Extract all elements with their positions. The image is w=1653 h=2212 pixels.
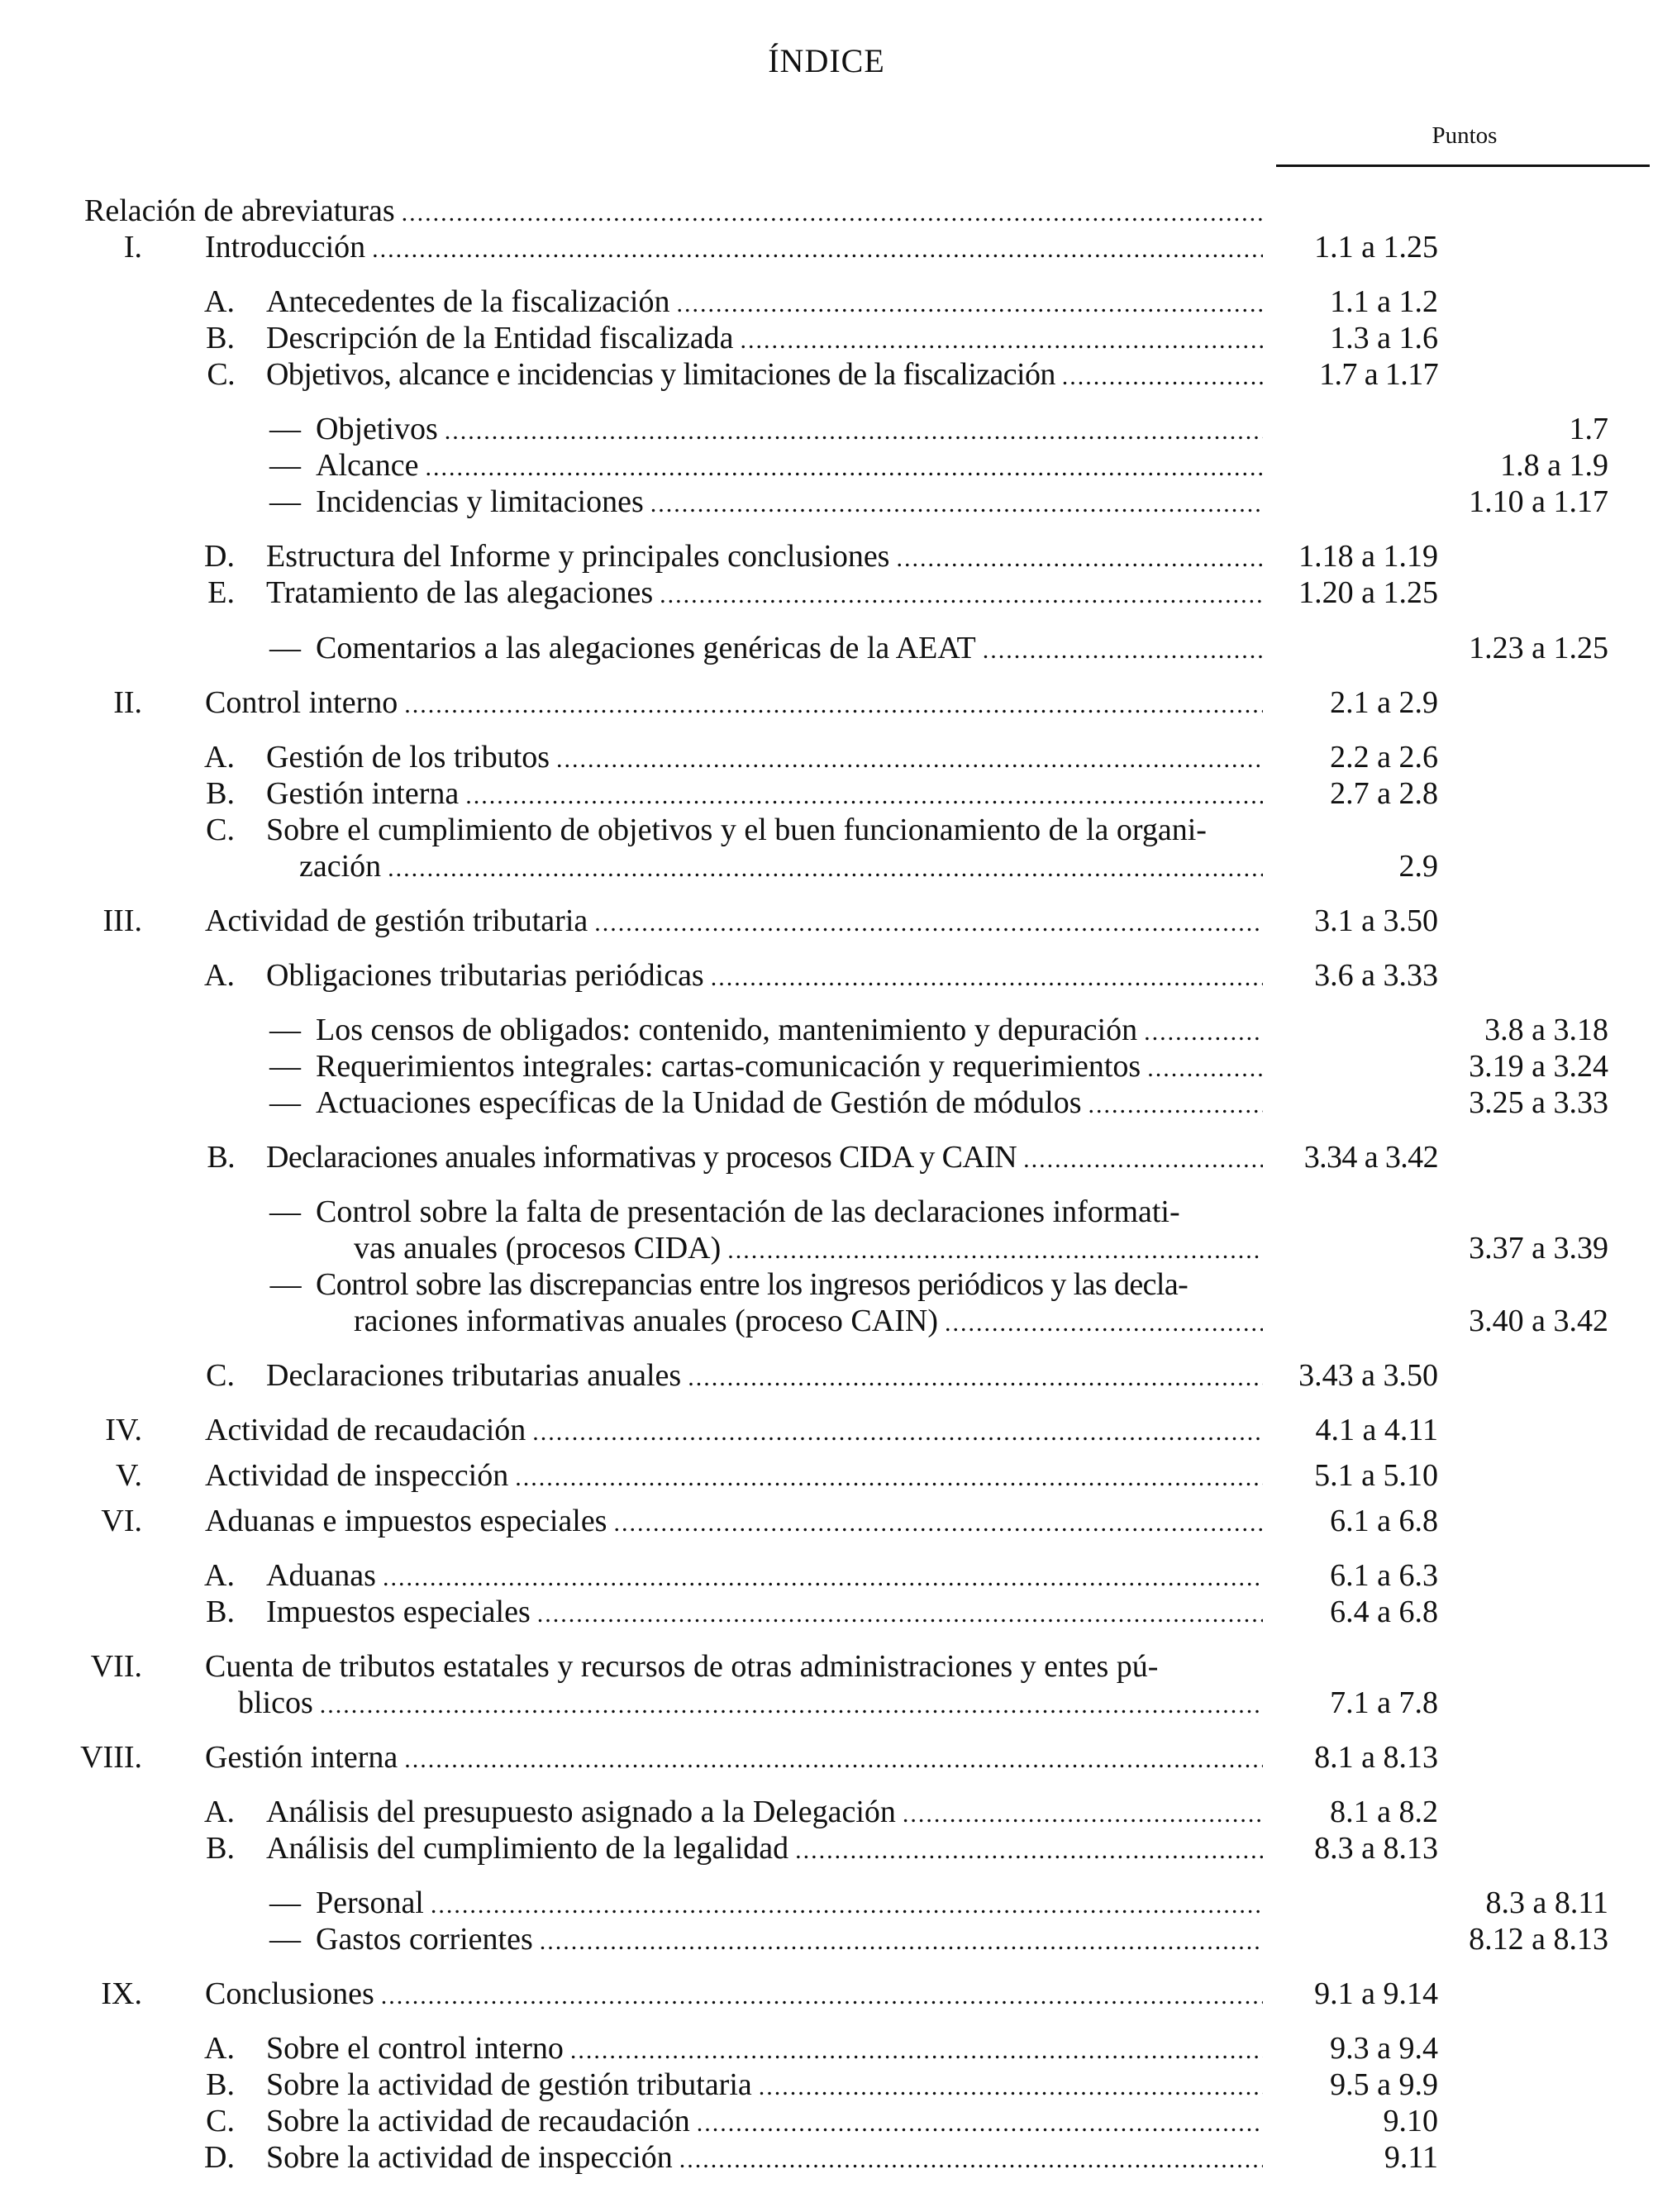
toc-row-number: C. (206, 1358, 235, 1393)
toc-row-number: — (269, 484, 301, 519)
toc-row (0, 1502, 1653, 1540)
toc-row-number: A. (204, 958, 235, 993)
toc-row (0, 1456, 1653, 1495)
toc-row-title: Aduanas e impuestos especiales (205, 1504, 607, 1538)
toc-row-number: II. (113, 685, 142, 720)
toc-row-entry (266, 738, 1263, 779)
toc-row-points: 2.9 (1398, 849, 1438, 884)
toc-row-title: Actividad de inspección (205, 1458, 509, 1493)
toc-row-title: Actividad de recaudación (205, 1413, 526, 1447)
dot-leader (404, 1741, 1263, 1779)
dot-leader (465, 777, 1263, 815)
toc-row-number: — (269, 1085, 301, 1120)
toc-row-entry (266, 956, 1263, 997)
dot-leader (945, 1304, 1263, 1342)
toc-row-entry (299, 847, 1263, 888)
toc-row (0, 1047, 1653, 1085)
toc-row-entry (266, 319, 1263, 360)
dot-leader (540, 1923, 1263, 1961)
toc-row (0, 228, 1653, 266)
toc-row-subpoints: 3.19 a 3.24 (1469, 1049, 1608, 1084)
toc-row-entry (266, 2138, 1263, 2179)
toc-row-title: Los censos de obligados: contenido, mantenimiento y depuración (316, 1013, 1138, 1047)
toc-row-number: A. (204, 740, 235, 775)
toc-row (0, 1829, 1653, 1867)
toc-row-number: A. (204, 284, 235, 319)
toc-row (0, 1684, 1653, 1722)
toc-row-points: 8.1 a 8.13 (1314, 1740, 1438, 1775)
toc-row-entry (316, 1920, 1263, 1961)
toc-row-title: Análisis del cumplimiento de la legalidad (266, 1831, 789, 1866)
toc-row-points: 8.3 a 8.13 (1314, 1831, 1438, 1866)
toc-row-subpoints: 8.3 a 8.11 (1485, 1885, 1608, 1920)
toc-row-entry (266, 1138, 1263, 1179)
dot-leader (594, 904, 1263, 942)
toc-row-number: — (269, 1049, 301, 1084)
toc-row-title: Sobre el cumplimiento de objetivos y el buen funcionamiento de la organi- (266, 813, 1207, 847)
toc-row-entry (316, 1884, 1263, 1924)
dot-leader (556, 741, 1263, 779)
toc-row-points: 1.3 a 1.6 (1330, 321, 1438, 355)
toc-row (0, 1920, 1653, 1958)
toc-row-points: 3.34 a 3.42 (1303, 1140, 1438, 1175)
toc-row-entry (316, 1011, 1263, 1051)
dot-leader (795, 1832, 1263, 1870)
toc-row (0, 811, 1653, 849)
toc-row-entry (266, 537, 1263, 578)
toc-row-entry (84, 192, 1263, 232)
toc-row-number: — (269, 412, 301, 446)
toc-row (0, 2066, 1653, 2104)
toc-row-entry (266, 1593, 1263, 1633)
toc-row (0, 1266, 1653, 1304)
toc-row-points: 9.10 (1383, 2104, 1438, 2138)
dot-leader (903, 1795, 1263, 1833)
toc-row-entry (266, 1793, 1263, 1833)
toc-row-number: VI. (101, 1504, 142, 1538)
dot-leader (741, 322, 1263, 360)
page-title: ÍNDICE (768, 42, 885, 79)
toc-row-number: B. (206, 321, 235, 355)
toc-row-subpoints: 1.8 a 1.9 (1500, 448, 1608, 483)
toc-row-points: 5.1 a 5.10 (1314, 1458, 1438, 1493)
dot-leader (388, 850, 1263, 888)
dot-leader (1144, 1013, 1263, 1051)
toc-row-title: Objetivos, alcance e incidencias y limitaciones de la fiscalización (266, 357, 1055, 392)
toc-row-subpoints: 1.7 (1569, 412, 1608, 446)
toc-row (0, 319, 1653, 357)
toc-row-number: — (269, 1922, 301, 1957)
toc-row-number: A. (204, 2031, 235, 2066)
dot-leader (425, 449, 1263, 487)
toc-row (0, 1975, 1653, 2013)
dot-leader (896, 540, 1263, 578)
toc-row-subpoints: 8.12 a 8.13 (1469, 1922, 1608, 1957)
toc-row (0, 192, 1653, 230)
toc-row-entry (266, 1829, 1263, 1870)
toc-row-title: Obligaciones tributarias periódicas (266, 958, 704, 993)
toc-row-number: E. (207, 575, 235, 610)
toc-row (0, 1557, 1653, 1595)
toc-row (0, 1647, 1653, 1685)
toc-row-number: VIII. (80, 1740, 142, 1775)
toc-row-entry (354, 1302, 1263, 1342)
toc-row (0, 684, 1653, 722)
toc-row-title: Incidencias y limitaciones (316, 484, 644, 519)
toc-row (0, 1411, 1653, 1449)
toc-row-entry (205, 1975, 1263, 2015)
toc-row (0, 355, 1653, 393)
toc-row-title: Sobre la actividad de inspección (266, 2140, 673, 2175)
toc-row-entry (316, 629, 1263, 670)
dot-leader (711, 959, 1263, 997)
toc-row-entry (316, 410, 1263, 451)
toc-row-entry (205, 1456, 1263, 1497)
toc-row-entry (266, 2066, 1263, 2106)
toc-row (0, 1302, 1653, 1340)
toc-row-title: Relación de abreviaturas (84, 193, 395, 228)
toc-row-title: Control interno (205, 685, 398, 720)
toc-row-number: A. (204, 1795, 235, 1829)
toc-row-number: B. (207, 1140, 235, 1175)
toc-row-entry (316, 1084, 1263, 1124)
toc-row (0, 2138, 1653, 2176)
dot-leader (320, 1686, 1263, 1724)
toc-row-title: Cuenta de tributos estatales y recursos de otras administraciones y entes pú- (205, 1649, 1159, 1684)
toc-row (0, 956, 1653, 994)
toc-row-points: 6.1 a 6.8 (1330, 1504, 1438, 1538)
points-column-rule (1276, 164, 1650, 167)
toc-row (0, 738, 1653, 776)
toc-row-number: — (269, 1013, 301, 1047)
toc-row-entry (266, 283, 1263, 323)
dot-leader (660, 576, 1263, 614)
toc-row-points: 1.1 a 1.25 (1314, 230, 1438, 265)
dot-leader (1089, 1086, 1264, 1124)
dot-leader (688, 1359, 1263, 1397)
toc-row-number: B. (206, 2067, 235, 2102)
toc-row-points: 6.4 a 6.8 (1330, 1595, 1438, 1629)
toc-row-entry (316, 1266, 1263, 1304)
toc-row-points: 9.1 a 9.14 (1314, 1976, 1438, 2011)
toc-row (0, 1593, 1653, 1631)
toc-row-number: C. (206, 2104, 235, 2138)
toc-row (0, 2029, 1653, 2067)
toc-row-points: 2.2 a 2.6 (1330, 740, 1438, 775)
toc-row-entry (266, 2102, 1263, 2143)
toc-row-entry (266, 811, 1263, 849)
toc-row-title: Requerimientos integrales: cartas-comunicación y requerimientos (316, 1049, 1141, 1084)
toc-row-title: Sobre la actividad de recaudación (266, 2104, 690, 2138)
toc-row-points: 9.5 a 9.9 (1330, 2067, 1438, 2102)
toc-row-number: — (269, 1885, 301, 1920)
toc-row-points: 8.1 a 8.2 (1330, 1795, 1438, 1829)
dot-leader (1147, 1050, 1263, 1088)
toc-row-title: Antecedentes de la fiscalización (266, 284, 670, 319)
toc-row-title: Gastos corrientes (316, 1922, 533, 1957)
toc-row-title: Sobre el control interno (266, 2031, 564, 2066)
toc-row-entry (354, 1229, 1263, 1270)
dot-leader (515, 1459, 1263, 1497)
toc-row-entry (266, 2029, 1263, 2070)
toc-row (0, 1793, 1653, 1831)
toc-row-number: V. (115, 1458, 142, 1493)
toc-row (0, 410, 1653, 448)
toc-row-points: 9.11 (1384, 2140, 1438, 2175)
toc-row-entry (316, 1047, 1263, 1088)
toc-row-number: A. (204, 1558, 235, 1593)
toc-row-entry (205, 684, 1263, 724)
toc-row-points: 1.7 a 1.17 (1319, 357, 1438, 392)
dot-leader (381, 1977, 1263, 2015)
toc-row-number: VII. (90, 1649, 142, 1684)
toc-row-title: raciones informativas anuales (proceso CAIN) (354, 1304, 938, 1338)
dot-leader (404, 686, 1263, 724)
toc-row-number: C. (206, 813, 235, 847)
dot-leader (676, 285, 1263, 323)
toc-row (0, 629, 1653, 667)
toc-row-entry (205, 1411, 1263, 1452)
toc-row-points: 2.7 a 2.8 (1330, 776, 1438, 811)
toc-row (0, 902, 1653, 940)
toc-row-number: — (269, 1194, 301, 1229)
toc-row-title: Conclusiones (205, 1976, 374, 2011)
toc-row (0, 2102, 1653, 2140)
toc-row-title: Sobre la actividad de gestión tributaria (266, 2067, 752, 2102)
dot-leader (372, 231, 1263, 269)
toc-row-entry (205, 1502, 1263, 1542)
toc-row-subpoints: 3.40 a 3.42 (1469, 1304, 1608, 1338)
toc-row-title: Declaraciones anuales informativas y procesos CIDA y CAIN (266, 1140, 1017, 1175)
toc-row (0, 1138, 1653, 1176)
dot-leader (759, 2068, 1263, 2106)
dot-leader (697, 2105, 1263, 2143)
toc-row-subpoints: 1.10 a 1.17 (1469, 484, 1608, 519)
toc-row-points: 4.1 a 4.11 (1315, 1413, 1438, 1447)
toc-row-title: blicos (238, 1685, 313, 1720)
toc-row-number: I. (123, 230, 142, 265)
toc-row-subpoints: 1.23 a 1.25 (1469, 631, 1608, 665)
toc-row (0, 1884, 1653, 1922)
toc-row-points: 1.18 a 1.19 (1298, 539, 1438, 574)
toc-row-points: 6.1 a 6.3 (1330, 1558, 1438, 1593)
dot-leader (570, 2032, 1263, 2070)
toc-row-entry (205, 1738, 1263, 1779)
points-column-header: Puntos (1431, 122, 1498, 149)
toc-row (0, 283, 1653, 321)
toc-row-title: vas anuales (procesos CIDA) (354, 1231, 722, 1266)
dot-leader (727, 1232, 1263, 1270)
dot-leader (537, 1595, 1263, 1633)
toc-row-points: 7.1 a 7.8 (1330, 1685, 1438, 1720)
toc-row-entry (266, 775, 1263, 815)
dot-leader (1023, 1141, 1263, 1179)
dot-leader (532, 1413, 1263, 1452)
toc-row-points: 1.1 a 1.2 (1330, 284, 1438, 319)
toc-row-entry (238, 1684, 1263, 1724)
toc-row-title: Alcance (316, 448, 419, 483)
toc-row (0, 446, 1653, 484)
toc-row-title: Descripción de la Entidad fiscalizada (266, 321, 734, 355)
toc-row-entry (266, 355, 1263, 396)
toc-row-title: Actuaciones específicas de la Unidad de Gestión de módulos (316, 1085, 1082, 1120)
toc-row-title: Objetivos (316, 412, 438, 446)
toc-row-entry (205, 228, 1263, 269)
dot-leader (983, 632, 1263, 670)
toc-row-title: Tratamiento de las alegaciones (266, 575, 654, 610)
toc-row-entry (316, 1193, 1263, 1231)
toc-row (0, 1229, 1653, 1267)
dot-leader (1062, 358, 1263, 396)
toc-row-title: Personal (316, 1885, 424, 1920)
toc-row-subpoints: 3.25 a 3.33 (1469, 1085, 1608, 1120)
toc-row (0, 483, 1653, 521)
toc-row-subpoints: 3.37 a 3.39 (1469, 1231, 1608, 1266)
toc-row-title: Aduanas (266, 1558, 376, 1593)
toc-row-title: Control sobre las discrepancias entre los ingresos periódicos y las decla- (316, 1267, 1189, 1302)
toc-row-entry (266, 1557, 1263, 1597)
toc-row-number: IX. (101, 1976, 142, 2011)
toc-row (0, 574, 1653, 612)
toc-row-title: Control sobre la falta de presentación de las declaraciones informati- (316, 1194, 1180, 1229)
dot-leader (650, 485, 1263, 523)
toc-row-number: C. (207, 357, 235, 392)
toc-row (0, 847, 1653, 885)
toc-row-entry (266, 574, 1263, 614)
toc-row-title: Estructura del Informe y principales conclusiones (266, 539, 890, 574)
toc-row-entry (316, 446, 1263, 487)
toc-row-title: Gestión interna (205, 1740, 398, 1775)
toc-row-points: 2.1 a 2.9 (1330, 685, 1438, 720)
toc-row-number: — (269, 448, 301, 483)
dot-leader (445, 412, 1263, 451)
toc-row-title: zación (299, 849, 382, 884)
toc-row-entry (205, 1647, 1263, 1685)
toc-row-entry (316, 483, 1263, 523)
toc-row (0, 1738, 1653, 1776)
toc-row-points: 3.6 a 3.33 (1314, 958, 1438, 993)
toc-row-title: Análisis del presupuesto asignado a la Delegación (266, 1795, 896, 1829)
toc-row-points: 1.20 a 1.25 (1298, 575, 1438, 610)
toc-row-number: B. (206, 1595, 235, 1629)
toc-row-points: 9.3 a 9.4 (1330, 2031, 1438, 2066)
dot-leader (679, 2141, 1263, 2179)
toc-row-number: B. (206, 1831, 235, 1866)
toc-row (0, 775, 1653, 813)
toc-row-subpoints: 3.8 a 3.18 (1484, 1013, 1608, 1047)
toc-row (0, 1193, 1653, 1231)
toc-row-number: B. (206, 776, 235, 811)
toc-row-points: 3.1 a 3.50 (1314, 903, 1438, 938)
toc-row (0, 1011, 1653, 1049)
toc-row-number: D. (204, 2140, 235, 2175)
toc-row-title: Actividad de gestión tributaria (205, 903, 588, 938)
toc-row-number: III. (102, 903, 142, 938)
toc-row (0, 537, 1653, 575)
toc-row (0, 1084, 1653, 1122)
dot-leader (431, 1886, 1263, 1924)
toc-row-number: — (269, 1267, 301, 1302)
toc-row-entry (205, 902, 1263, 942)
dot-leader (383, 1559, 1263, 1597)
dot-leader (613, 1504, 1263, 1542)
toc-row-number: — (269, 631, 301, 665)
toc-row-points: 3.43 a 3.50 (1298, 1358, 1438, 1393)
toc-row-title: Impuestos especiales (266, 1595, 531, 1629)
toc-row-title: Declaraciones tributarias anuales (266, 1358, 682, 1393)
dot-leader (402, 194, 1263, 232)
toc-row-number: D. (204, 539, 235, 574)
toc-row-title: Comentarios a las alegaciones genéricas de la AEAT (316, 631, 976, 665)
toc-row-number: IV. (105, 1413, 142, 1447)
toc-row-title: Introducción (205, 230, 366, 265)
toc-row-entry (266, 1356, 1263, 1397)
toc-row (0, 1356, 1653, 1394)
toc-row-title: Gestión interna (266, 776, 460, 811)
toc-row-title: Gestión de los tributos (266, 740, 550, 775)
